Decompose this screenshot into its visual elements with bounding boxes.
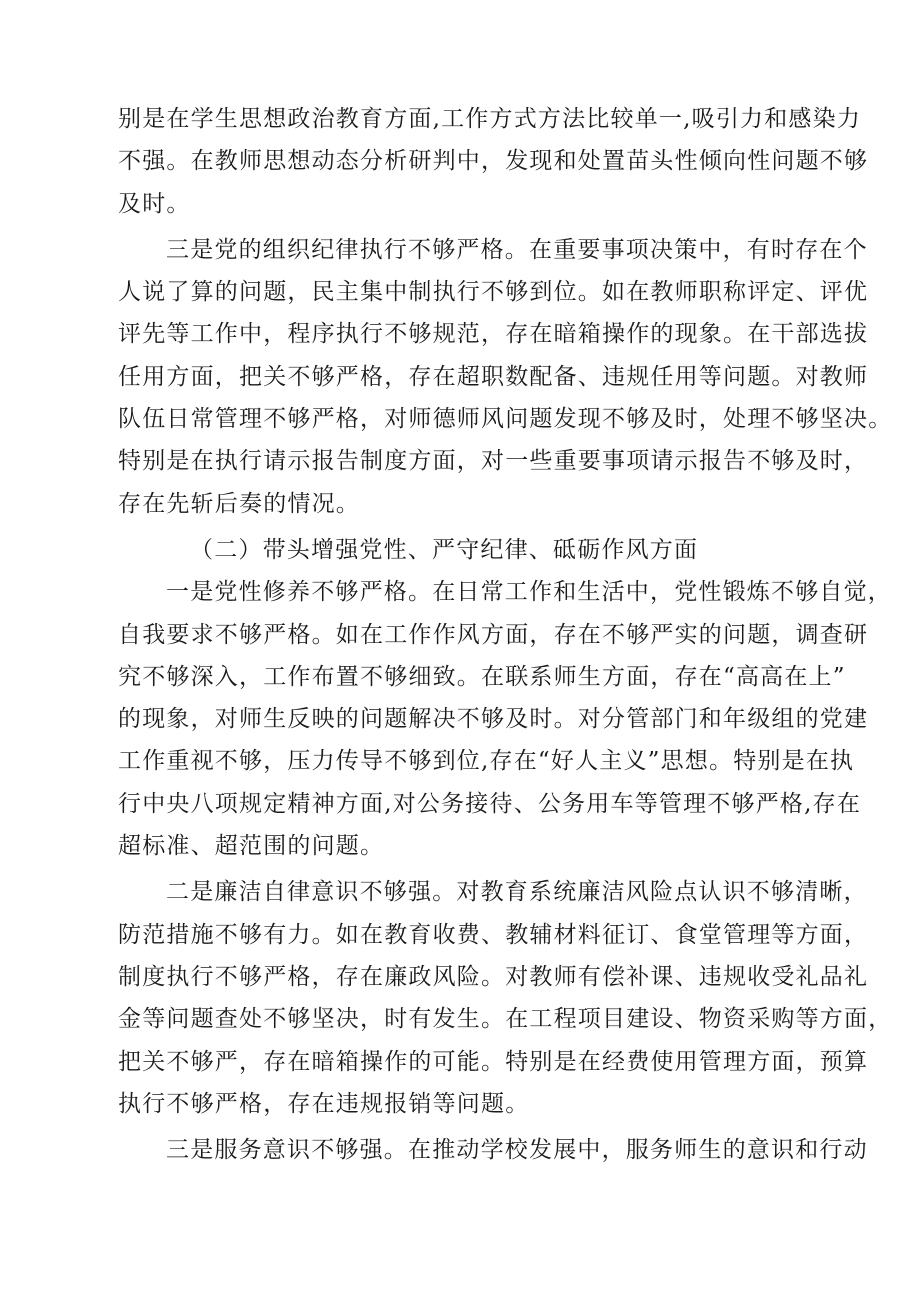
text-line: 别是在学生思想政治教育方面,工作方式方法比较单一,吸引力和感染力 <box>118 106 862 132</box>
text-line: 自我要求不够严格。如在工作作风方面，存在不够严实的问题，调查研 <box>118 621 869 648</box>
section-heading: （二）带头增强党性、严守纪律、砥砺作风方面 <box>190 536 699 563</box>
text-line: 队伍日常管理不够严格，对师德师风问题发现不够及时，处理不够坚决。 <box>118 406 893 433</box>
text-line: 的现象，对师生反映的问题解决不够及时。对分管部门和年级组的党建 <box>118 706 869 733</box>
text-line: 存在先斩后奏的情况。 <box>118 490 360 517</box>
paragraph-start-line: 一是党性修养不够严格。在日常工作和生活中，党性锻炼不够自觉， <box>166 579 892 606</box>
text-line: 把关不够严，存在暗箱操作的可能。特别是在经费使用管理方面，预算 <box>118 1048 869 1075</box>
text-line: 及时。 <box>118 190 191 217</box>
text-line: 究不够深入，工作布置不够细致。在联系师生方面，存在“高高在上” <box>118 663 846 690</box>
document-body <box>118 98 893 1171</box>
text-line: 防范措施不够有力。如在教育收费、教辅材料征订、食堂管理等方面， <box>118 921 869 948</box>
text-line: 任用方面，把关不够严格，存在超职数配备、违规任用等问题。对教师 <box>118 363 869 390</box>
text-line: 超标准、超范围的问题。 <box>118 833 385 860</box>
text-line: 制度执行不够严格，存在廉政风险。对教师有偿补课、违规收受礼品礼 <box>118 963 869 990</box>
text-line: 人说了算的问题，民主集中制执行不够到位。如在教师职称评定、评优 <box>118 279 869 306</box>
text-line: 特别是在执行请示报告制度方面，对一些重要事项请示报告不够及时， <box>118 448 869 475</box>
text-line: 评先等工作中，程序执行不够规范，存在暗箱操作的现象。在干部选拔 <box>118 321 869 348</box>
paragraph-start-line: 三是服务意识不够强。在推动学校发展中，服务师生的意识和行动 <box>166 1137 868 1164</box>
text-line: 金等问题查处不够坚决，时有发生。在工程项目建设、物资采购等方面， <box>118 1006 893 1033</box>
paragraph-start-line: 三是党的组织纪律执行不够严格。在重要事项决策中，有时存在个 <box>166 236 868 263</box>
paragraph-start-line: 二是廉洁自律意识不够强。对教育系统廉洁风险点认识不够清晰， <box>166 879 868 906</box>
text-line: 行中央八项规定精神方面,对公务接待、公务用车等管理不够严格,存在 <box>118 790 862 817</box>
text-line: 执行不够严格，存在违规报销等问题。 <box>118 1090 530 1117</box>
text-line: 不强。在教师思想动态分析研判中，发现和处置苗头性倾向性问题不够 <box>118 148 869 175</box>
text-line: 工作重视不够，压力传导不够到位,存在“好人主义”思想。特别是在执 <box>118 748 855 775</box>
